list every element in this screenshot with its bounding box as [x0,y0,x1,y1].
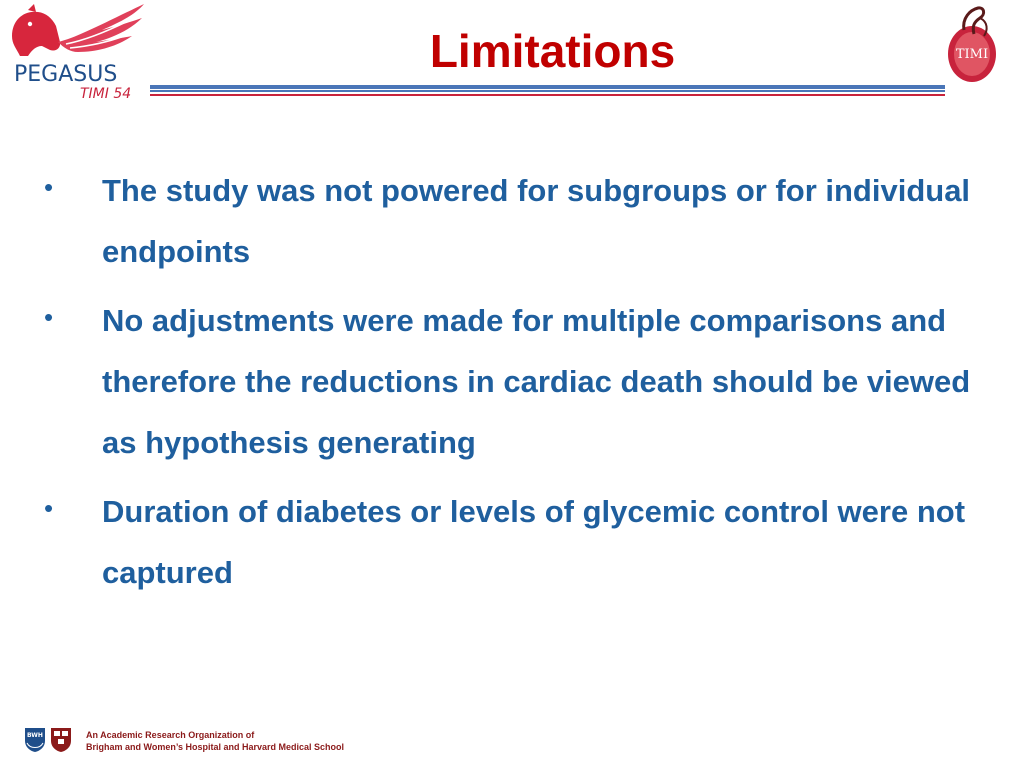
pegasus-sub-wordmark: TIMI 54 [80,86,132,102]
bullet-text: Duration of diabetes or levels of glycemic control were not captured [102,494,966,590]
footer-line-1: An Academic Research Organization of [86,730,255,740]
bwh-shield-icon [25,728,45,752]
pegasus-wordmark: PEGASUS [14,62,118,87]
bullet-dot-icon: • [44,172,54,202]
bullet-dot-icon: • [44,302,54,332]
footer-text [86,729,344,753]
timi-logo-text: TIMI [955,47,989,62]
pegasus-horse-icon [6,2,148,66]
timi-seal-icon [944,4,1000,86]
header-rule-blue-thin [150,90,945,92]
bullet-item [40,290,1000,473]
bullet-list [40,160,1000,611]
footer-logos [24,727,74,753]
header-rule-red [150,94,945,96]
header-rule-blue-thick [150,85,945,89]
page-title: Limitations [429,25,676,77]
timi-logo [944,4,1000,86]
bullet-dot-icon: • [44,493,54,523]
bwh-badge-text: BWH [27,732,43,739]
pegasus-logo [6,2,148,106]
harvard-shield-icon [51,728,71,752]
bullet-text: The study was not powered for subgroups or for individual endpoints [102,173,971,269]
bullet-item [40,160,1000,282]
footer-line-2: Brigham and Women’s Hospital and Harvard Medical School [86,742,345,752]
bullet-text: No adjustments were made for multiple comparisons and therefore the reductions in cardiac death should be viewed as hypothesis generating [102,303,971,460]
bullet-item [40,481,1000,603]
